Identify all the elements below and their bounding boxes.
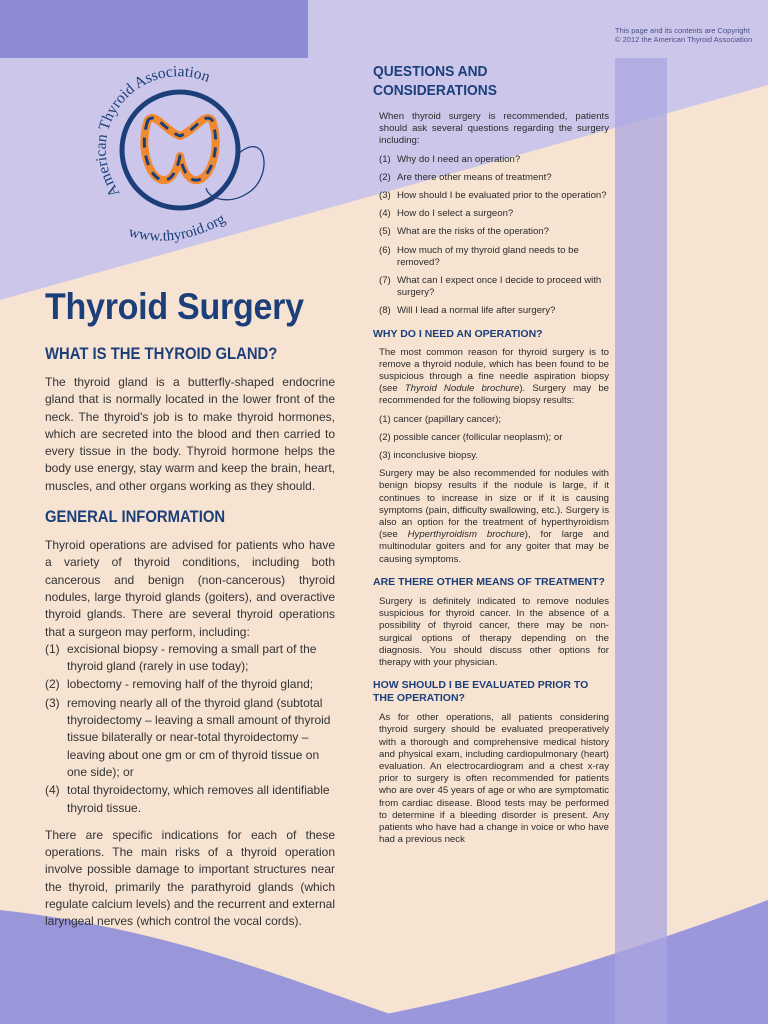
operations-list [45, 641, 335, 817]
list-item: (1) excisional biopsy - removing a small part of the thyroid gland (rarely in use today); [45, 641, 317, 674]
list-item: (3) removing nearly all of the thyroid gland (subtotal thyroidectomy – leaving a small amount of thyroid tissue bilaterally or near-total thyroidectomy – leaving about one gm or cm of thyroid tissue on one side); or [45, 695, 331, 779]
what-text: The thyroid gland is a butterfly-shaped endocrine gland that is normally located in the lower front of the neck. The thyroid's job is to make thyroid hormones, which are secreted into the blood and then carried to every tissue in the body. Thyroid hormone helps the body use energy, stay warm and keep the brain, heart, muscles, and other organs working as they should. [45, 375, 335, 493]
qc-heading: QUESTIONS AND CONSIDERATIONS [373, 63, 497, 99]
general-text: Thyroid operations are advised for patients who have a variety of thyroid conditions, including both cancerous and benign (non-cancerous) thyroid nodules, large thyroid glands (goiters), and overactive thyroid glands. There are several thyroid operations that a surgeon may perform, including: [45, 538, 335, 639]
list-item: (3) How should I be evaluated prior to the operation? [379, 190, 607, 202]
list-item: (2) possible cancer (follicular neoplasm); or [379, 431, 563, 443]
logo-org-name: American Thyroid Association [92, 63, 213, 201]
qc-intro: When thyroid surgery is recommended, patients should ask several questions regarding the surgery including: [379, 111, 609, 147]
other-text: Surgery is definitely indicated to remove nodules suspicious for thyroid cancer. In the absence of a possibility of thyroid cancer, there may be non-surgical options of therapy depending on the diagnosis. You should discuss other options for therapy with your physician. [379, 595, 609, 668]
questions-list [379, 154, 609, 318]
list-item: (8) Will I lead a normal life after surgery? [379, 305, 556, 317]
thyroid-butterfly-icon [88, 58, 288, 258]
copyright-notice: This page and its contents are Copyright © 2012 the American Thyroid Association [615, 26, 753, 44]
right-column [373, 62, 609, 846]
general-heading: GENERAL INFORMATION [45, 508, 226, 527]
why-heading: WHY DO I NEED AN OPERATION? [373, 327, 543, 340]
why-more-text: Surgery may be also recommended for nodules with benign biopsy results if the nodule is large, if it continues to increase in size or if it is causing symptoms (pain, difficulty swallowing, etc.). Surgery is also an option for the treatment of hyperthyroidism (see Hyperthyroidism brochure), for large and multinodular goiters and for any goiter that may be causing symptoms. [379, 468, 609, 565]
list-item: (3) inconclusive biopsy. [379, 450, 479, 462]
page-title: Thyroid Surgery [45, 286, 304, 327]
risks-text: There are specific indications for each of these operations. The main risks of a thyroid operation involve possible damage to important structures near the thyroid, primarily the parathyroid glands (which regulate calcium levels) and the recurrent and external laryngeal nerves (which control the vocal cords). [45, 827, 335, 929]
what-heading: WHAT IS THE THYROID GLAND? [45, 345, 278, 363]
list-item: (2) Are there other means of treatment? [379, 171, 552, 183]
other-heading: ARE THERE OTHER MEANS OF TREATMENT? [373, 575, 605, 588]
svg-text:www.thyroid.org [127, 211, 228, 245]
left-column [45, 345, 335, 931]
list-item: (2) lobectomy - removing half of the thyroid gland; [45, 677, 314, 692]
list-item: (5) What are the risks of the operation? [379, 226, 549, 238]
list-item: (4) total thyroidectomy, which removes all identifiable thyroid tissue. [45, 783, 330, 815]
list-item: (6) How much of my thyroid gland needs to be removed? [379, 244, 579, 268]
list-item: (4) How do I select a surgeon? [379, 208, 514, 220]
list-item: (1) cancer (papillary cancer); [379, 413, 502, 425]
eval-heading: HOW SHOULD I BE EVALUATED PRIOR TO THE OPERATION? [373, 679, 589, 705]
logo-url: www.thyroid.org [127, 211, 229, 245]
ata-logo [88, 58, 288, 258]
eval-text: As for other operations, all patients considering thyroid surgery should be evaluated preoperatively with a thorough and comprehensive medical history and physical exam, including cardiopulmonary (heart) evaluation. An electrocardiogram and a chest x-ray prior to surgery is often recommended for patients who are over 45 years of age or who are symptomatic from cardiac disease. Blood tests may be performed to determine if a bleeding disorder is present. Any patients who have had a change in voice or who have had a previous neck [379, 712, 609, 846]
list-item: (1) Why do I need an operation? [379, 153, 521, 165]
why-text: The most common reason for thyroid surgery is to remove a thyroid nodule, which has been found to be suspicious through a fine needle aspiration biopsy (see Thyroid Nodule brochure). Surgery may be recommended for the following biopsy results: [379, 346, 609, 407]
list-item: (7) What can I expect once I decide to proceed with surgery? [379, 275, 602, 299]
